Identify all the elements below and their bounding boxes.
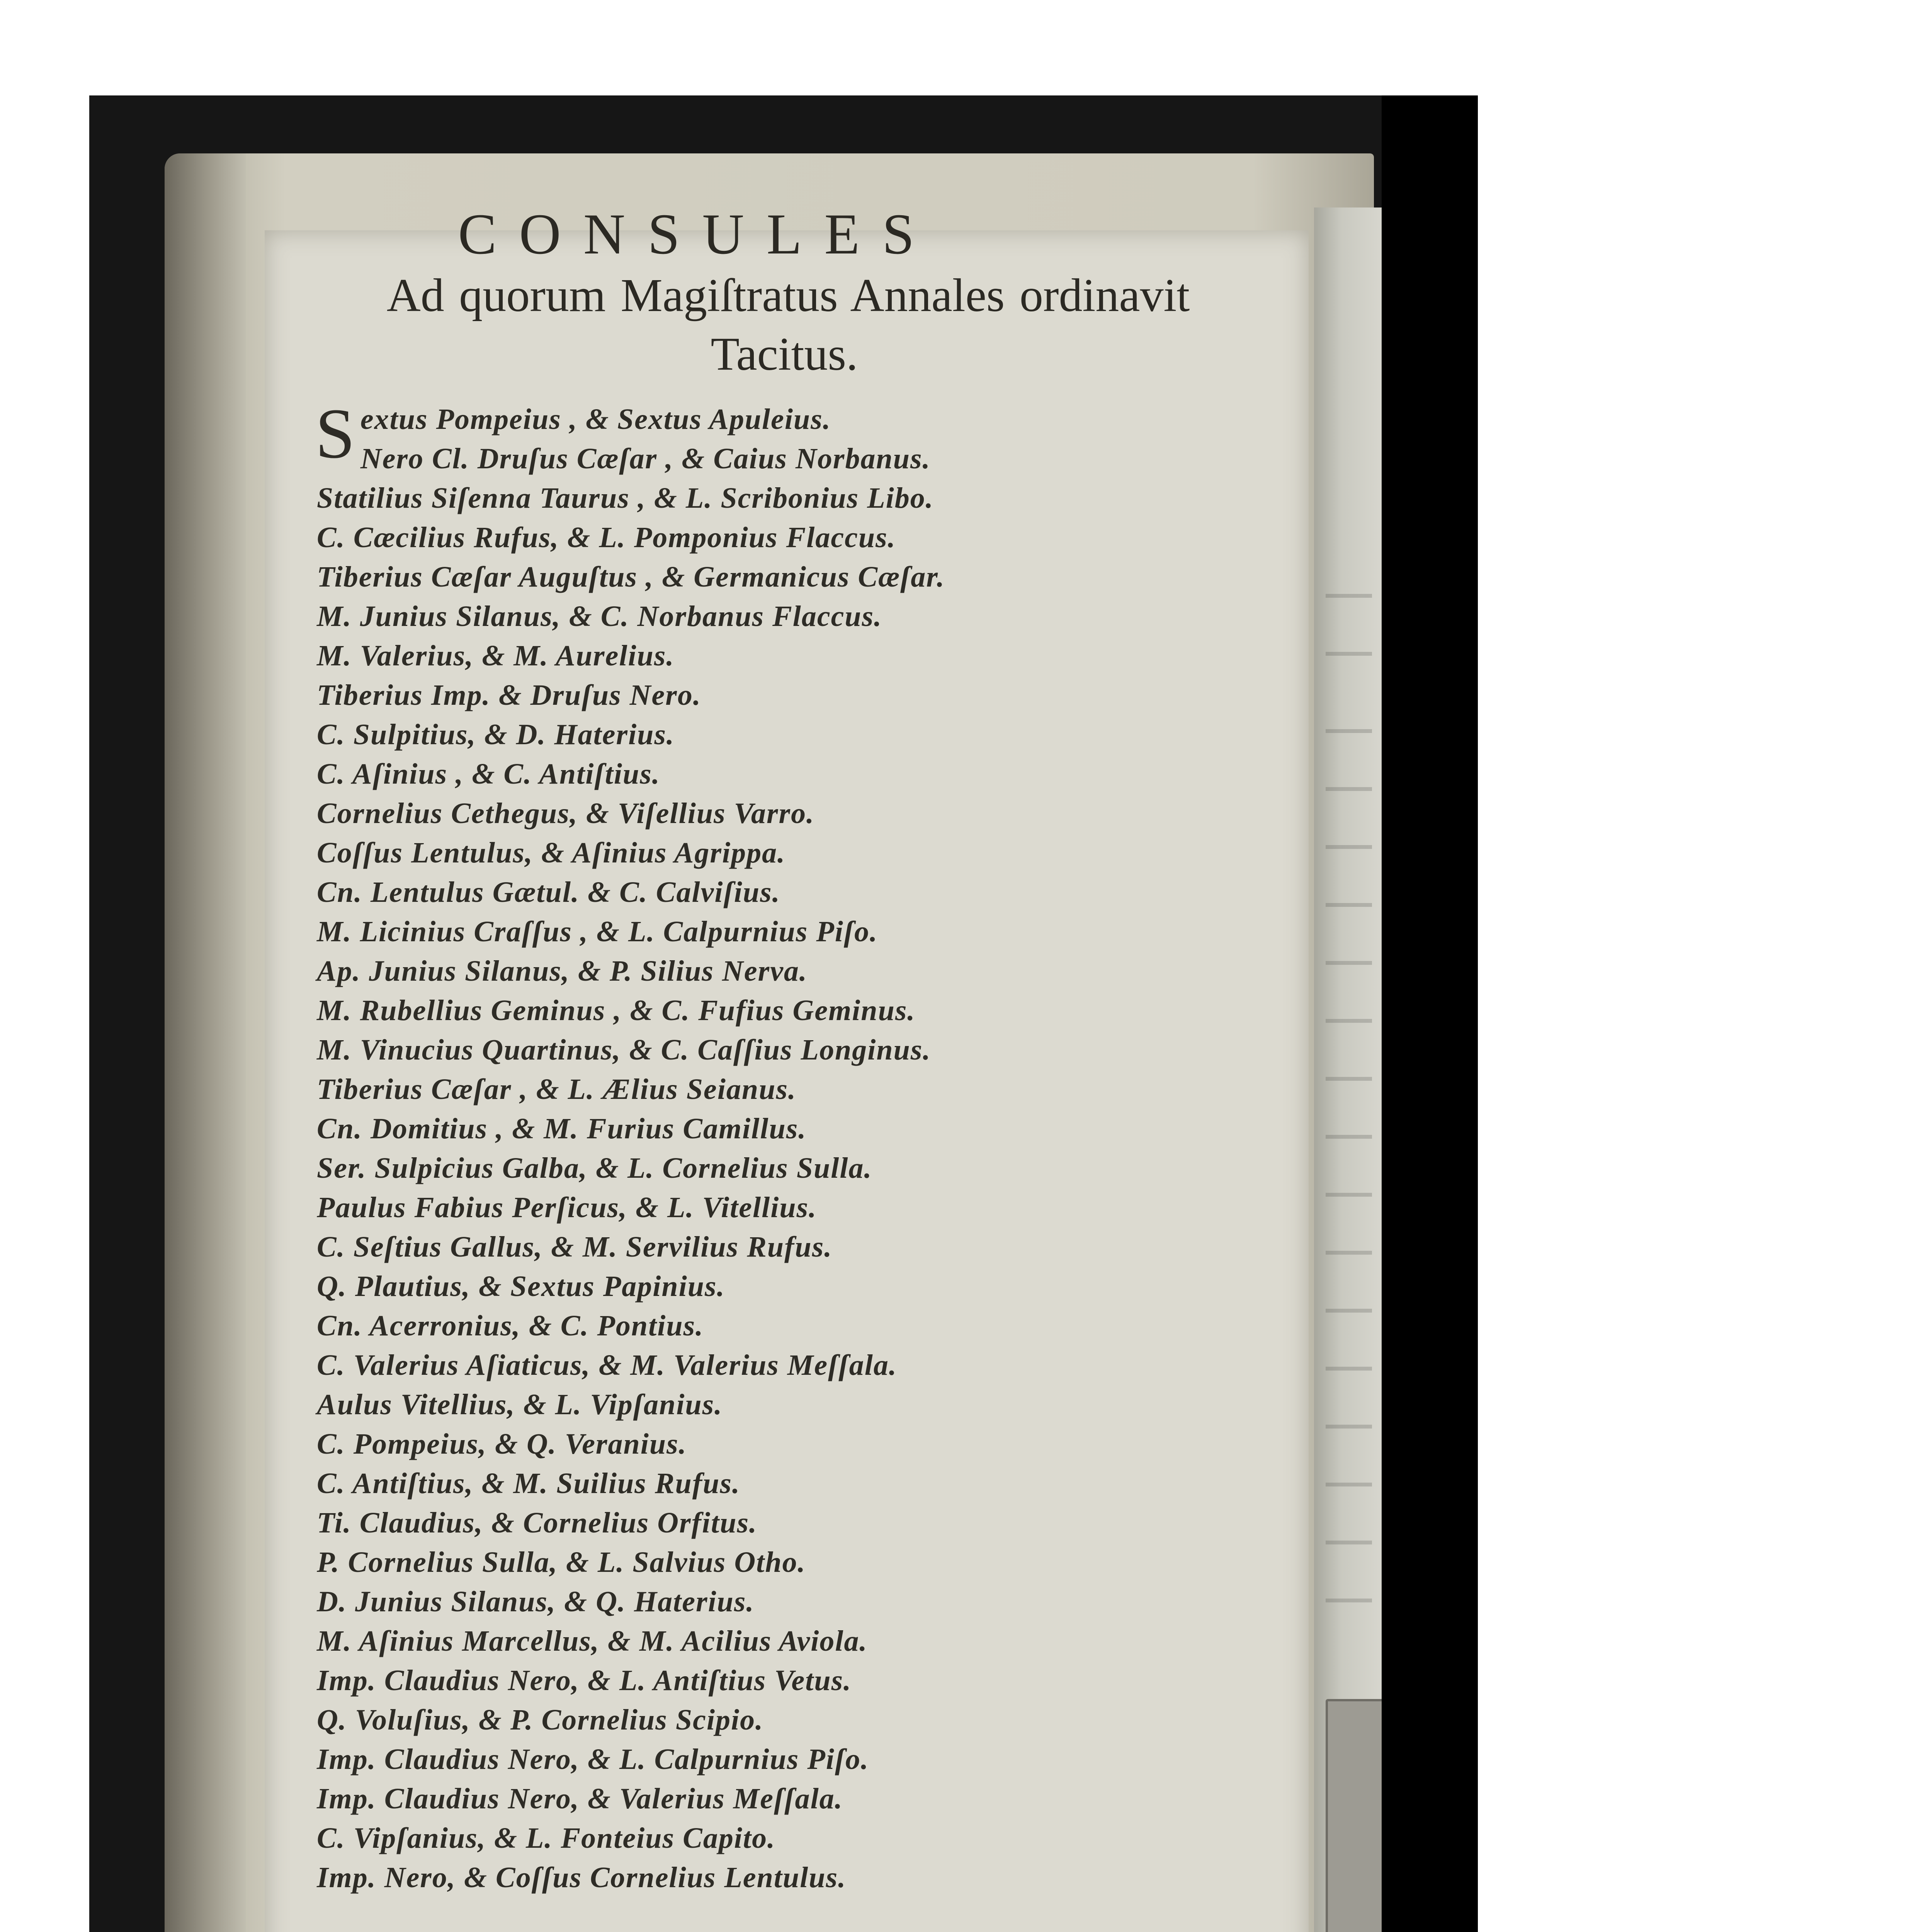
consul-entry: C. Aſinius , & C. Antiſtius.	[317, 758, 660, 790]
consul-entry: Tiberius Cæſar Auguſtus , & Germanicus Cæſar.	[317, 561, 945, 593]
page-subheading-line1: Ad quorum Magiſtratus Annales ordinavit	[386, 269, 1190, 321]
consul-entry: C. Cæcilius Rufus, & L. Pomponius Flaccus.	[317, 521, 896, 554]
consul-entry: Tiberius Cæſar , & L. Ælius Seianus.	[317, 1073, 797, 1105]
consul-entry: M. Vinucius Quartinus, & C. Caſſius Longinus.	[317, 1034, 931, 1066]
consul-entry: D. Junius Silanus, & Q. Haterius.	[317, 1585, 755, 1618]
page-subheading-line2: Tacitus.	[711, 328, 858, 380]
consul-entry: Nero Cl. Druſus Cæſar , & Caius Norbanus.	[360, 442, 931, 475]
consul-entry: Ti. Claudius, & Cornelius Orfitus.	[317, 1507, 758, 1539]
page-heading: CONSULES	[458, 202, 937, 266]
consul-entry: Imp. Claudius Nero, & L. Calpurnius Piſo.	[317, 1743, 869, 1776]
consul-entry: Cornelius Cethegus, & Viſellius Varro.	[317, 797, 815, 830]
consul-entry: Q. Plautius, & Sextus Papinius.	[317, 1270, 725, 1303]
consul-entry: Tiberius Imp. & Druſus Nero.	[317, 679, 701, 711]
consul-entry: Paulus Fabius Perſicus, & L. Vitellius.	[317, 1191, 817, 1224]
consul-entry: C. Vipſanius, & L. Fonteius Capito.	[317, 1822, 776, 1854]
consul-entry: Imp. Claudius Nero, & Valerius Meſſala.	[317, 1782, 843, 1815]
consul-entry: Sextus Pompeius , & Sextus Apuleius.	[315, 394, 831, 473]
consul-entry: Cn. Acerronius, & C. Pontius.	[317, 1310, 704, 1342]
consul-entry: M. Aſinius Marcellus, & M. Acilius Aviola.	[317, 1625, 868, 1657]
consul-entry: Ser. Sulpicius Galba, & L. Cornelius Sulla.	[317, 1152, 872, 1184]
consul-entry: C. Antiſtius, & M. Suilius Rufus.	[317, 1467, 740, 1500]
right-margin-black	[1382, 95, 1478, 1932]
consul-entry: C. Sulpitius, & D. Haterius.	[317, 718, 675, 751]
consul-entry: Q. Voluſius, & P. Cornelius Scipio.	[317, 1704, 764, 1736]
consul-entry: Ap. Junius Silanus, & P. Silius Nerva.	[317, 955, 808, 987]
consul-entry: Cn. Lentulus Gætul. & C. Calviſius.	[317, 876, 780, 908]
consul-entry: Imp. Claudius Nero, & L. Antiſtius Vetus.	[317, 1664, 852, 1697]
facing-page-edge	[1314, 207, 1382, 1932]
consul-entry: M. Valerius, & M. Aurelius.	[317, 639, 675, 672]
consul-entry: Cn. Domitius , & M. Furius Camillus.	[317, 1112, 807, 1145]
facing-page-ornament	[1326, 1699, 1382, 1932]
consul-entry: Statilius Siſenna Taurus , & L. Scribonius Libo.	[317, 482, 934, 514]
consul-entry: C. Pompeius, & Q. Veranius.	[317, 1428, 687, 1460]
book-spine-edge	[165, 153, 246, 1932]
consul-entry: P. Cornelius Sulla, & L. Salvius Otho.	[317, 1546, 806, 1578]
consul-entry: Aulus Vitellius, & L. Vipſanius.	[317, 1388, 723, 1421]
consul-entry: M. Junius Silanus, & C. Norbanus Flaccus.	[317, 600, 882, 633]
consul-entry: M. Rubellius Geminus , & C. Fufius Geminus.	[317, 994, 916, 1027]
consul-entry: C. Seſtius Gallus, & M. Servilius Rufus.	[317, 1231, 833, 1263]
consul-entry: C. Valerius Aſiaticus, & M. Valerius Meſſala.	[317, 1349, 897, 1381]
consul-entry: Imp. Nero, & Coſſus Cornelius Lentulus.	[317, 1861, 847, 1894]
consul-entry: M. Licinius Craſſus , & L. Calpurnius Piſo.	[317, 915, 878, 948]
consul-entry: Coſſus Lentulus, & Aſinius Agrippa.	[317, 837, 786, 869]
consul-list	[315, 394, 1205, 1897]
